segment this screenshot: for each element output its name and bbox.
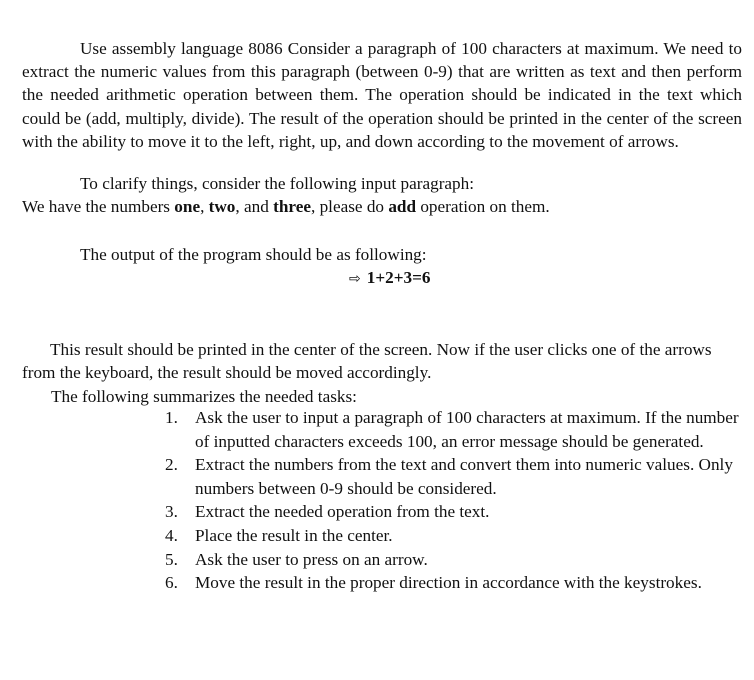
task-text: Extract the numbers from the text and convert them into numeric values. Only numbers between 0-9 should be considered. xyxy=(195,455,733,498)
task-number: 3. xyxy=(165,502,178,522)
task-number: 2. xyxy=(165,455,178,475)
clarify-line: To clarify things, consider the following input paragraph: xyxy=(80,174,475,193)
example-number-two: two xyxy=(208,197,236,216)
example-mid: , please do xyxy=(310,197,389,216)
example-operation: add xyxy=(388,197,417,216)
task-text: Ask the user to input a paragraph of 100 characters at maximum. If the number of inputted characters exceeds 100, an error message should be generated. xyxy=(195,408,739,451)
task-text: Ask the user to press on an arrow. xyxy=(195,549,428,569)
summary-line: The following summarizes the needed tasks: xyxy=(51,387,357,406)
task-item xyxy=(165,548,740,572)
right-arrow-icon: ⇨ xyxy=(349,271,361,287)
task-item xyxy=(165,524,740,548)
example-sep-1: , xyxy=(200,197,209,216)
task-number: 6. xyxy=(165,573,178,593)
example-number-one: one xyxy=(174,197,201,216)
task-item xyxy=(165,453,740,500)
task-number: 1. xyxy=(165,408,178,427)
task-item xyxy=(165,500,740,524)
output-result: 1+2+3=6 xyxy=(366,268,431,287)
output-intro-line: The output of the program should be as following: xyxy=(80,245,427,264)
task-list xyxy=(165,406,740,595)
task-text: Place the result in the center. xyxy=(195,525,393,545)
task-text: Move the result in the proper direction in accordance with the keystrokes. xyxy=(195,573,702,593)
task-text: Extract the needed operation from the text. xyxy=(195,502,490,522)
output-result-line xyxy=(349,266,431,291)
example-prefix: We have the numbers xyxy=(22,197,175,216)
example-sep-2: , and xyxy=(235,197,274,216)
example-input-paragraph xyxy=(22,195,550,218)
task-item xyxy=(165,571,740,595)
intro-paragraph: Use assembly language 8086 Consider a paragraph of 100 characters at maximum. We need to extract the numeric values from this paragraph (between 0-9) that are written as text and then perform the needed arithmetic operation between them. The operation should be indicated in the text which could be (add, multiply, divide). The result of the operation should be printed in the center of the screen with the ability to move it to the left, right, up, and down according to the movement of arrows. xyxy=(22,39,742,151)
example-suffix: operation on them. xyxy=(416,197,550,216)
task-item xyxy=(165,406,740,453)
task-number: 5. xyxy=(165,549,178,569)
example-number-three: three xyxy=(273,197,311,216)
task-number: 4. xyxy=(165,525,178,545)
center-paragraph: This result should be printed in the center of the screen. Now if the user clicks one of the arrows from the keyboard, the result should be moved accordingly. xyxy=(22,340,712,383)
